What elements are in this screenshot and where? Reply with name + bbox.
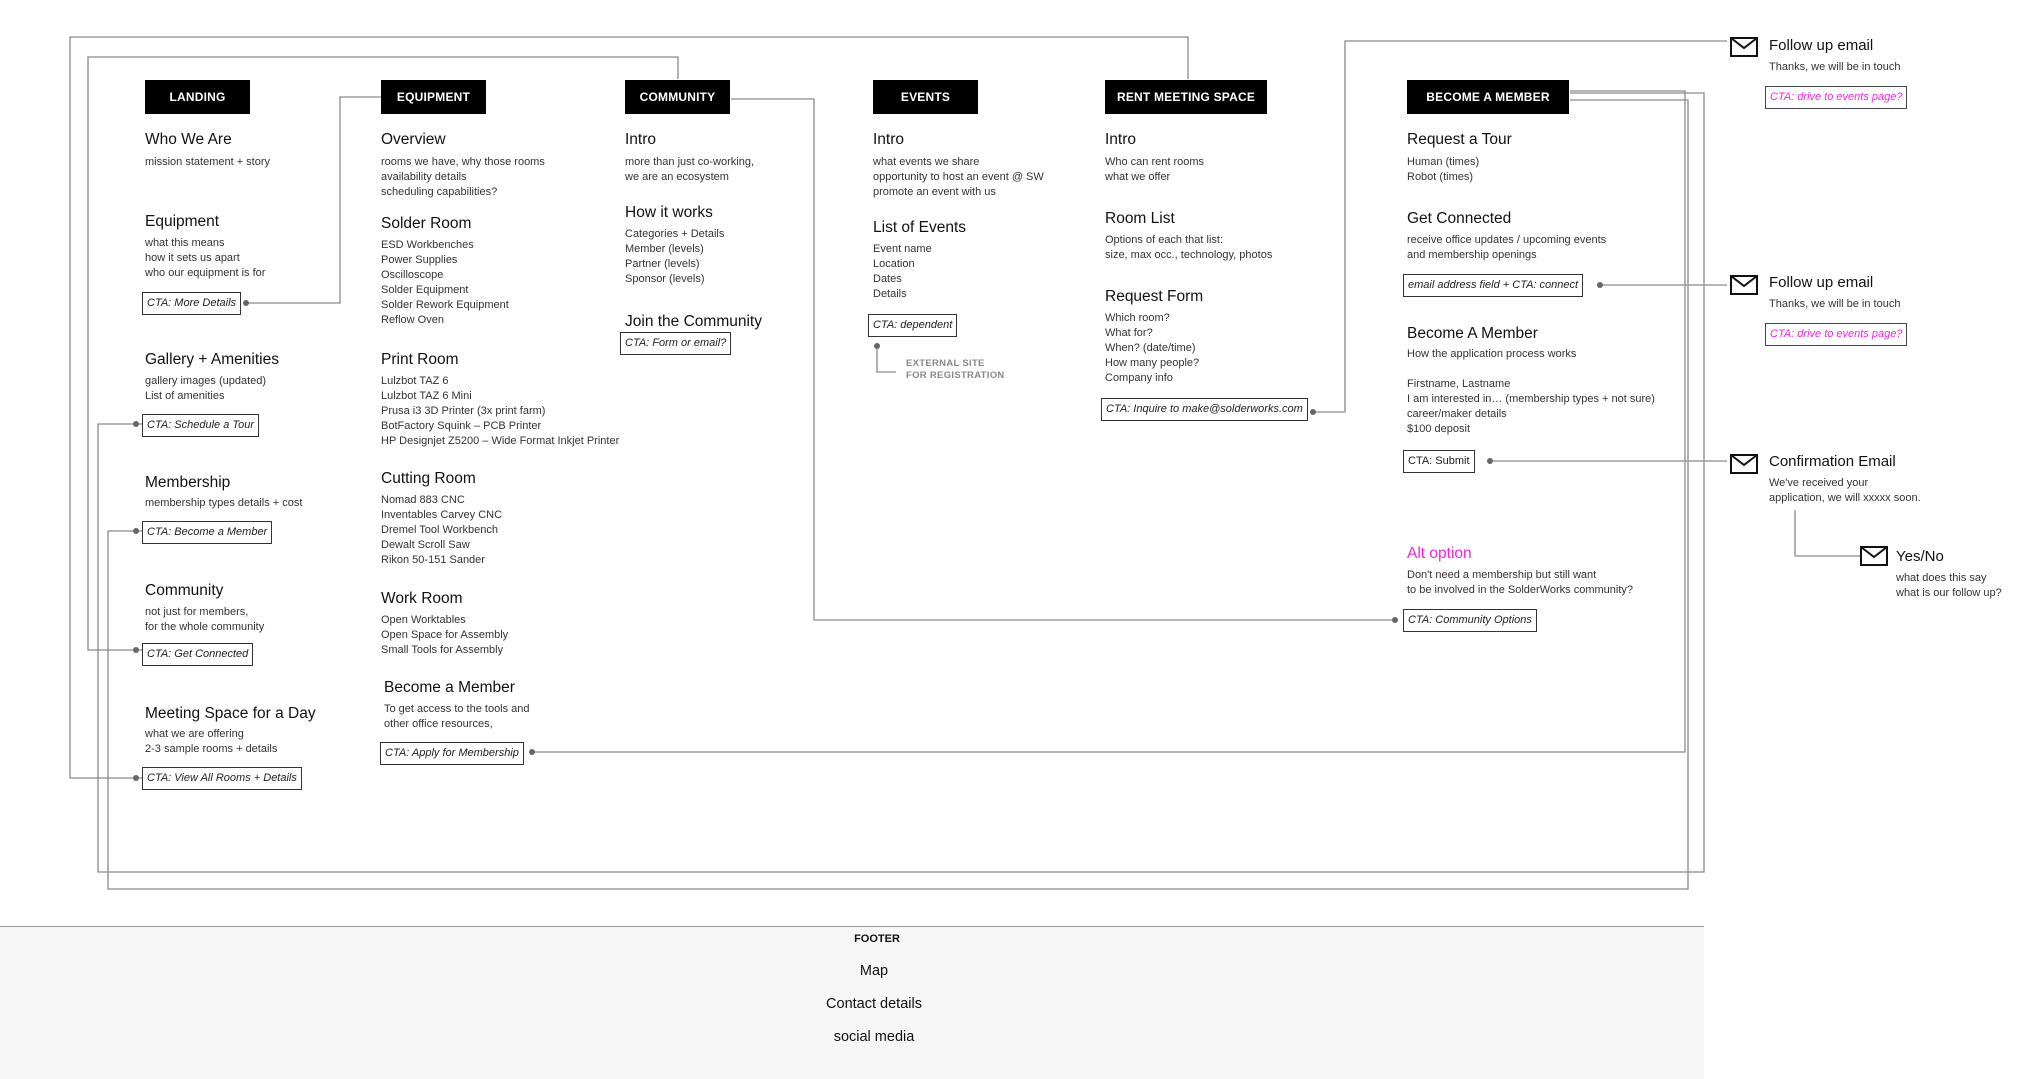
section-desc: what this means how it sets us apart who our equipment is for (145, 237, 266, 279)
section-title: Room List (1105, 210, 1175, 227)
footer (0, 926, 1704, 1079)
section-title: Request Form (1105, 288, 1204, 305)
section-title: Work Room (381, 590, 463, 607)
section-title: Equipment (145, 213, 220, 230)
header-community: COMMUNITY (625, 80, 730, 114)
footer-heading: FOOTER (854, 933, 900, 945)
cta-become-member[interactable]: CTA: Become a Member (142, 521, 272, 544)
cta-drive-events[interactable]: CTA: drive to events page? (1765, 323, 1907, 346)
cta-dependent[interactable]: CTA: dependent (868, 314, 957, 337)
email-desc: Thanks, we will be in touch (1769, 298, 1901, 310)
section-desc: To get access to the tools and other office resources, (384, 703, 530, 730)
section-desc: more than just co-working, we are an ecosystem (625, 156, 754, 183)
section-desc: Nomad 883 CNC Inventables Carvey CNC Dremel Tool Workbench Dewalt Scroll Saw Rikon 50-151 Sander (381, 494, 503, 566)
section-desc: mission statement + story (145, 156, 271, 168)
section-desc: Open Worktables Open Space for Assembly Small Tools for Assembly (381, 614, 509, 656)
section-title: Become A Member (1407, 325, 1538, 342)
section-title: How it works (625, 204, 713, 221)
section-desc: ESD Workbenches Power Supplies Oscilloscope Solder Equipment Solder Rework Equipment Reflow Oven (381, 239, 509, 326)
section-title: Community (145, 582, 224, 599)
footer-item-contact[interactable]: Contact details (826, 996, 922, 1012)
email-title: Follow up email (1769, 37, 1874, 54)
section-title: Gallery + Amenities (145, 351, 279, 368)
envelope-icon (1730, 454, 1758, 474)
section-desc: receive office updates / upcoming events and membership openings (1407, 234, 1607, 261)
section-title: Meeting Space for a Day (145, 705, 316, 722)
section-desc: what we are offering 2-3 sample rooms + details (145, 728, 278, 755)
link-yesno (1795, 510, 1860, 556)
section-desc: membership types details + cost (145, 497, 303, 509)
section-desc: Event name Location Dates Details (873, 243, 932, 300)
email-desc: what does this say what is our follow up? (1896, 572, 2002, 599)
section-desc: gallery images (updated) List of amenities (145, 375, 267, 402)
email-title: Follow up email (1769, 274, 1874, 291)
section-desc: Which room? What for? When? (date/time) How many people? Company info (1105, 312, 1200, 384)
cta-view-rooms[interactable]: CTA: View All Rooms + Details (142, 767, 302, 790)
cta-connect[interactable]: email address field + CTA: connect (1403, 274, 1583, 297)
cta-form-or-email[interactable]: CTA: Form or email? (620, 332, 731, 355)
section-title: Request a Tour (1407, 131, 1512, 148)
link-external (877, 346, 896, 372)
header-equipment: EQUIPMENT (381, 80, 486, 114)
section-title: Print Room (381, 351, 459, 368)
section-desc: Don't need a membership but still want to be involved in the SolderWorks community? (1407, 569, 1634, 596)
envelope-icon (1730, 275, 1758, 295)
envelope-icon (1730, 37, 1758, 57)
section-desc: Human (times) Robot (times) (1407, 156, 1480, 183)
cta-apply-membership[interactable]: CTA: Apply for Membership (380, 742, 524, 765)
section-title: Get Connected (1407, 210, 1512, 227)
section-title: Join the Community (625, 313, 762, 330)
header-become-a-member: BECOME A MEMBER (1407, 80, 1569, 114)
section-desc: Options of each that list: size, max occ., technology, photos (1105, 234, 1273, 261)
section-desc: How the application process works Firstname, Lastname I am interested in… (membership types + not sure) career/maker details $100 deposit (1407, 348, 1655, 435)
section-desc: Categories + Details Member (levels) Partner (levels) Sponsor (levels) (625, 228, 725, 285)
cta-schedule-tour[interactable]: CTA: Schedule a Tour (142, 414, 259, 437)
section-title: Who We Are (145, 131, 232, 148)
section-desc: what events we share opportunity to host an event @ SW promote an event with us (873, 156, 1044, 198)
footer-item-social[interactable]: social media (833, 1029, 915, 1045)
section-title: Intro (625, 131, 657, 148)
section-desc: Lulzbot TAZ 6 Lulzbot TAZ 6 Mini Prusa i3 3D Printer (3x print farm) BotFactory Squink – PCB Printer HP Designjet Z5200 – Wide Format Inkjet Printer (381, 375, 620, 447)
cta-more-details[interactable]: CTA: More Details (142, 292, 241, 315)
email-title: Confirmation Email (1769, 453, 1896, 470)
section-desc: rooms we have, why those rooms availability details scheduling capabilities? (381, 156, 545, 198)
cta-inquire[interactable]: CTA: Inquire to make@solderworks.com (1101, 398, 1308, 421)
envelope-icon (1860, 546, 1888, 566)
external-site-note: EXTERNAL SITE FOR REGISTRATION (906, 358, 1005, 381)
footer-item-map[interactable]: Map (859, 963, 889, 979)
link-more-details (246, 97, 381, 303)
section-title: Intro (873, 131, 905, 148)
header-events: EVENTS (873, 80, 978, 114)
email-desc: Thanks, we will be in touch (1769, 61, 1901, 73)
header-landing: LANDING (145, 80, 250, 114)
section-title: Cutting Room (381, 470, 476, 487)
header-rent-meeting-space: RENT MEETING SPACE (1105, 80, 1267, 114)
section-title: Membership (145, 474, 231, 491)
email-desc: We've received your application, we will xxxxx soon. (1769, 477, 1921, 504)
link-community-options (731, 99, 1395, 620)
email-title: Yes/No (1896, 548, 1944, 565)
section-title: Solder Room (381, 215, 472, 232)
section-title-alt-option: Alt option (1407, 545, 1472, 562)
cta-community-options[interactable]: CTA: Community Options (1403, 609, 1537, 632)
section-title: List of Events (873, 219, 967, 236)
section-title: Intro (1105, 131, 1137, 148)
section-desc: Who can rent rooms what we offer (1105, 156, 1205, 183)
cta-submit[interactable]: CTA: Submit (1403, 450, 1475, 473)
cta-get-connected[interactable]: CTA: Get Connected (142, 643, 253, 666)
section-desc: not just for members, for the whole community (145, 606, 265, 633)
section-title: Overview (381, 131, 446, 148)
section-title: Become a Member (384, 679, 515, 696)
cta-drive-events[interactable]: CTA: drive to events page? (1765, 86, 1907, 109)
